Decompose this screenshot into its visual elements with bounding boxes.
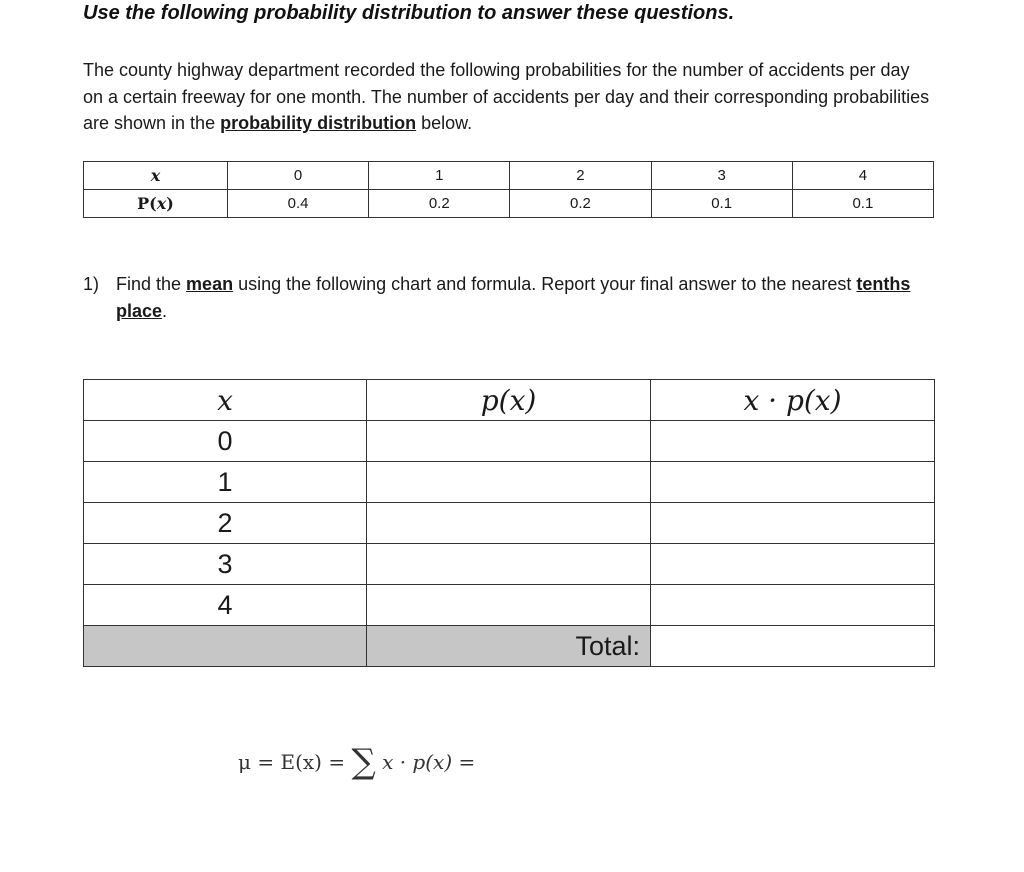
chart-total-row <box>84 626 935 667</box>
xpx-input-cell[interactable] <box>651 503 935 544</box>
px-input-cell[interactable] <box>367 421 651 462</box>
px-column-header: p(x) <box>367 380 651 421</box>
xpx-input-cell[interactable] <box>651 544 935 585</box>
q1-text-end: . <box>162 301 168 321</box>
total-shaded-cell <box>84 626 367 667</box>
chart-row <box>84 421 935 462</box>
p-row-header <box>84 190 228 218</box>
chart-row <box>84 544 935 585</box>
total-input-cell[interactable] <box>651 626 935 667</box>
total-label: Total: <box>367 626 651 667</box>
x-column-header: x <box>84 380 367 421</box>
q1-text-middle: using the following chart and formula. Report your final answer to the nearest <box>233 274 857 294</box>
probability-distribution-table <box>83 161 934 218</box>
x-value: 1 <box>369 162 510 190</box>
x-value: 4 <box>792 162 933 190</box>
p-label-var: x <box>156 194 167 213</box>
chart-row <box>84 585 935 626</box>
question-1 <box>83 271 923 325</box>
mean-formula <box>238 742 475 782</box>
x-row <box>84 162 934 190</box>
question-body <box>116 271 923 325</box>
chart-header-row <box>84 380 935 421</box>
q1-emphasis-mean: mean <box>186 274 234 294</box>
x-value: 0 <box>228 162 369 190</box>
xpx-input-cell[interactable] <box>651 585 935 626</box>
px-input-cell[interactable] <box>367 462 651 503</box>
px-input-cell[interactable] <box>367 585 651 626</box>
question-number: 1) <box>83 274 100 294</box>
p-label-pre: P( <box>137 194 157 213</box>
chart-row <box>84 462 935 503</box>
p-row <box>84 190 934 218</box>
sigma-icon: ∑ <box>351 742 376 782</box>
x-cell: 2 <box>84 503 367 544</box>
mean-chart-table <box>83 379 935 667</box>
formula-rhs: x · p(x) = <box>382 750 476 774</box>
p-value: 0.1 <box>792 190 933 218</box>
xpx-column-header: x · p(x) <box>651 380 935 421</box>
xpx-input-cell[interactable] <box>651 421 935 462</box>
xpx-input-cell[interactable] <box>651 462 935 503</box>
intro-emphasis: probability distribution <box>220 113 417 133</box>
px-input-cell[interactable] <box>367 544 651 585</box>
x-cell: 1 <box>84 462 367 503</box>
p-value: 0.2 <box>510 190 651 218</box>
x-row-header: x <box>84 162 228 190</box>
p-value: 0.4 <box>228 190 369 218</box>
formula-lhs: μ = E(x) = <box>238 750 352 774</box>
q1-emphasis-tenths: tenths place <box>116 274 911 321</box>
x-value: 3 <box>651 162 792 190</box>
chart-row <box>84 503 935 544</box>
p-label-post: ) <box>166 194 174 213</box>
x-cell: 4 <box>84 585 367 626</box>
x-value: 2 <box>510 162 651 190</box>
px-input-cell[interactable] <box>367 503 651 544</box>
p-value: 0.1 <box>651 190 792 218</box>
page-heading: Use the following probability distribution to answer these questions. <box>83 2 735 24</box>
p-value: 0.2 <box>369 190 510 218</box>
x-cell: 0 <box>84 421 367 462</box>
intro-paragraph <box>83 57 933 137</box>
q1-text: Find the <box>116 274 187 294</box>
intro-text-end: below. <box>416 113 473 133</box>
x-cell: 3 <box>84 544 367 585</box>
intro-text: The county highway department recorded the following probabilities for the number of accidents per day on a certain freeway for one month. The number of accidents per day and their corresponding probabilities are shown in the <box>83 60 930 133</box>
